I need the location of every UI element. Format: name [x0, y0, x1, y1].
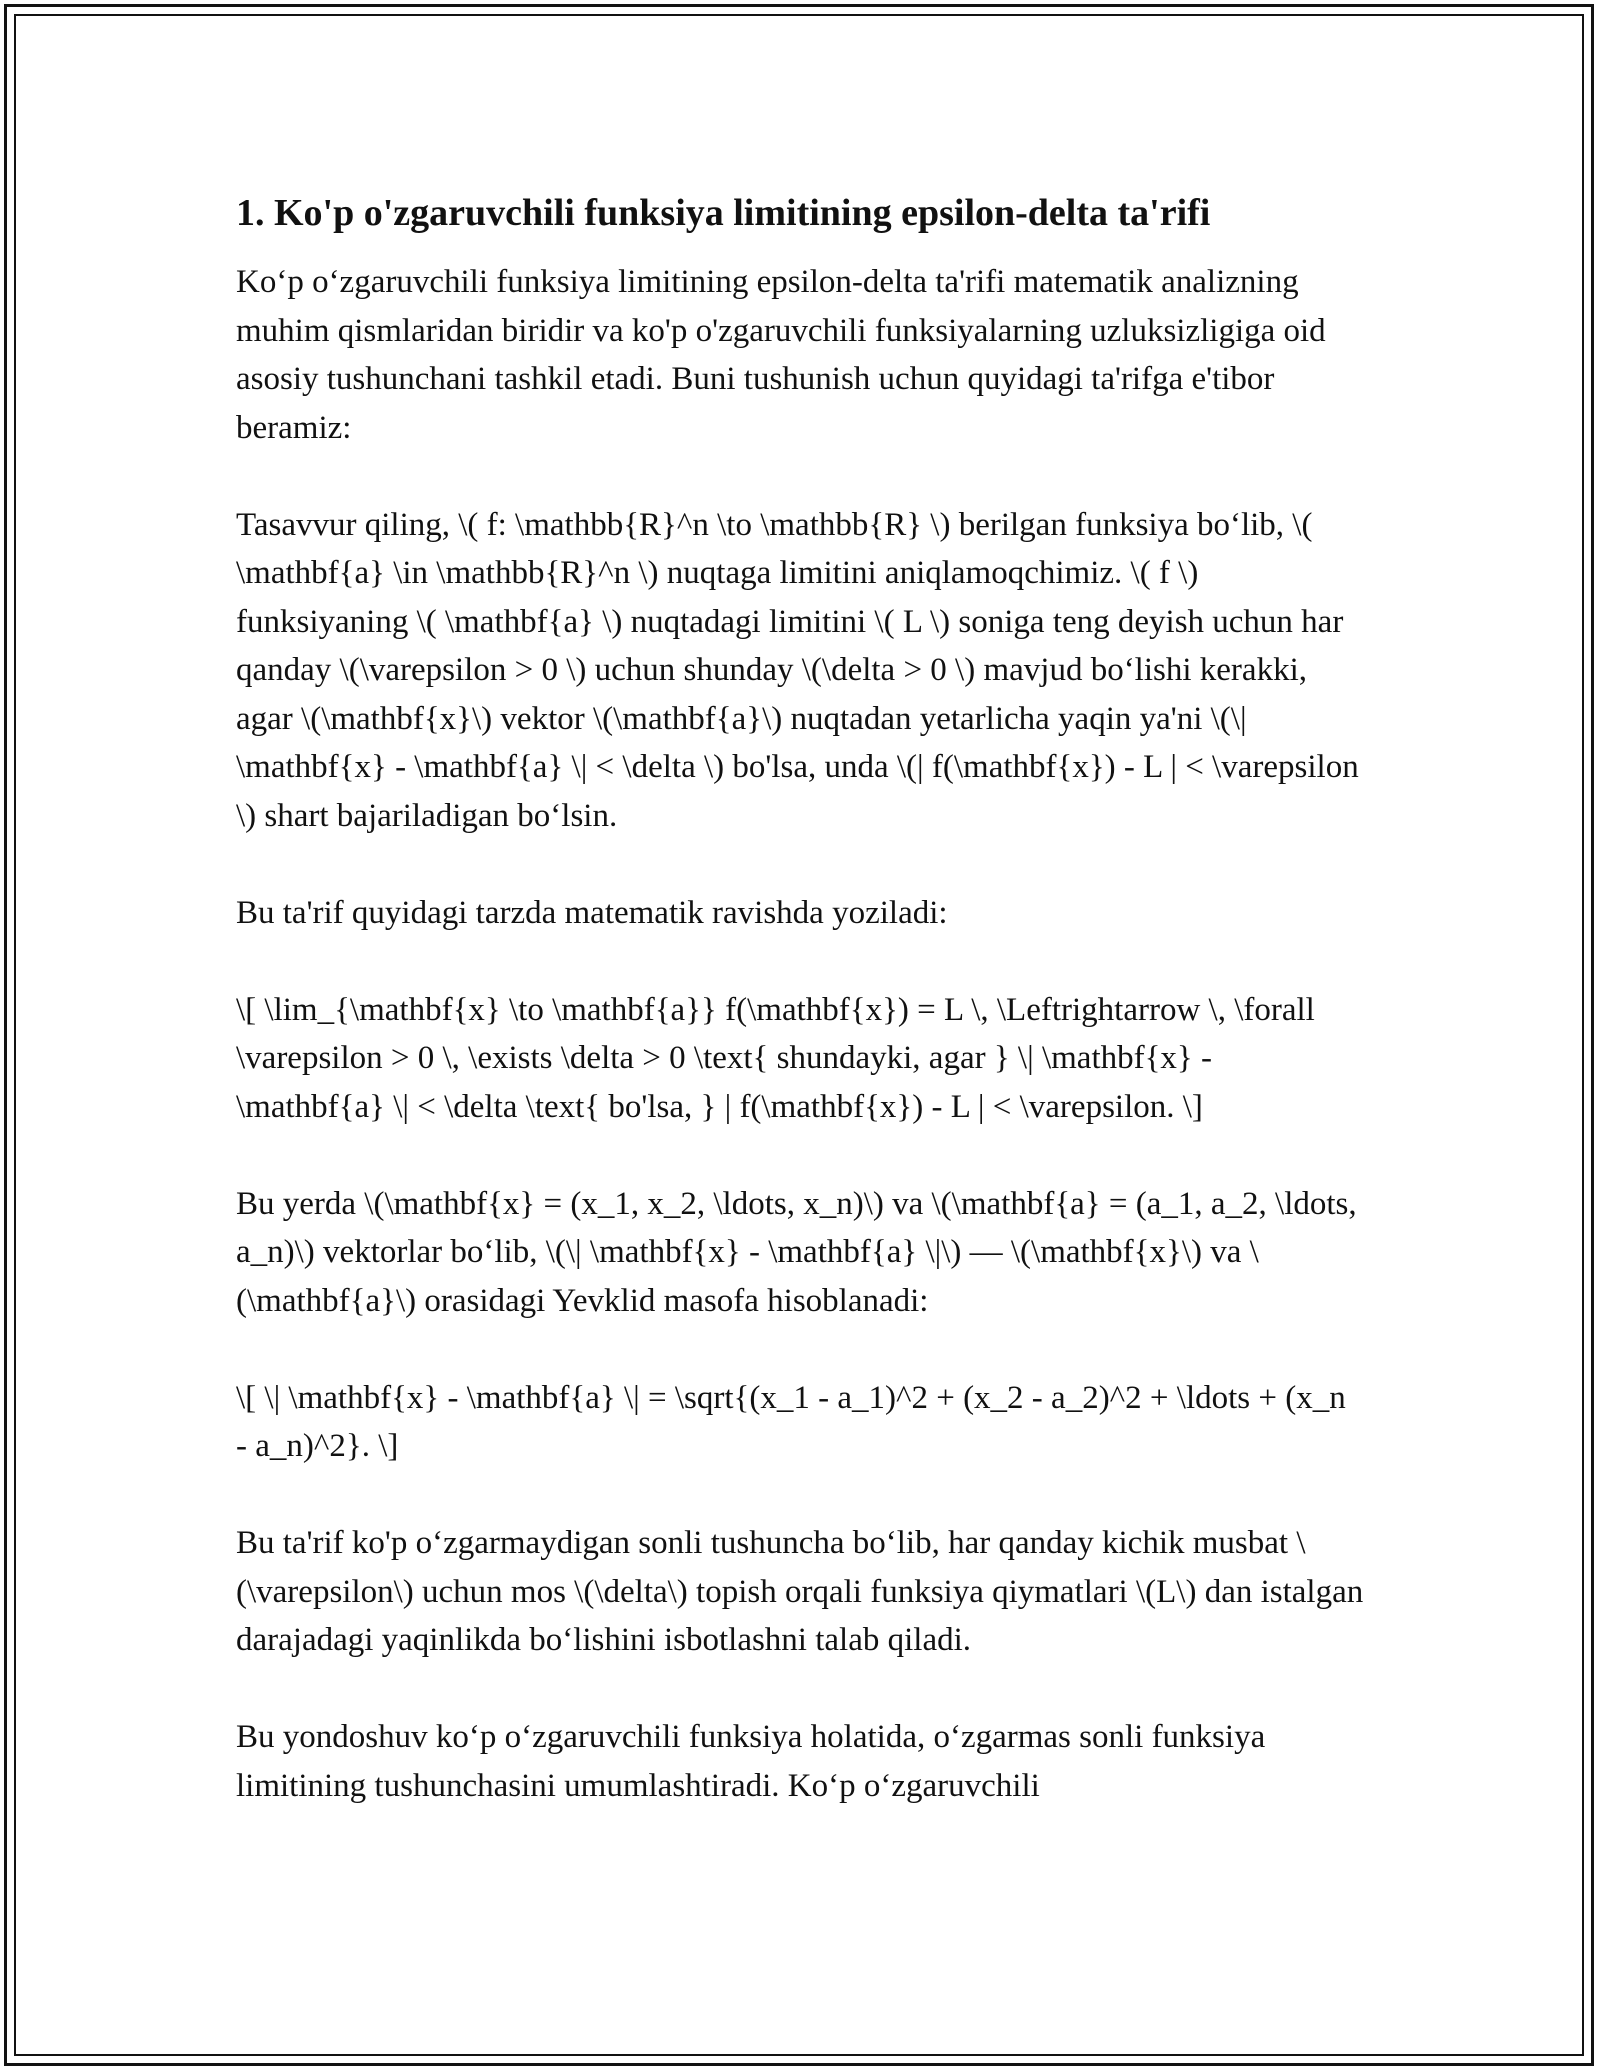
- paragraph-limit-formula: \[ \lim_{\mathbf{x} \to \mathbf{a}} f(\mathbf{x}) = L \, \Leftrightarrow \, \forall \varepsilon > 0 \, \exists \delta > 0 \text{ shundayki, agar } \| \mathbf{x} - \mathbf{a} \| < \delta \text{ bo'lsa, } | f(\mathbf{x}) - L | < \varepsilon. \]: [236, 991, 1315, 1125]
- paragraph-distance-formula: \[ \| \mathbf{x} - \mathbf{a} \| = \sqrt{(x_1 - a_1)^2 + (x_2 - a_2)^2 + \ldots + (x_n - a_n)^2}. \]: [236, 1379, 1346, 1464]
- paragraph-formal-intro: Bu ta'rif quyidagi tarzda matematik ravishda yoziladi:: [236, 894, 948, 931]
- paragraph-vectors: Bu yerda \(\mathbf{x} = (x_1, x_2, \ldots, x_n)\) va \(\mathbf{a} = (a_1, a_2, \ldots, a_n)\) vektorlar bo‘lib, \(\| \mathbf{x} - \mathbf{a} \|\) — \(\mathbf{x}\) va \(\mathbf{a}\) orasidagi Yevklid masofa hisoblanadi:: [236, 1185, 1357, 1319]
- paragraph-definition: Tasavvur qiling, \( f: \mathbb{R}^n \to \mathbb{R} \) berilgan funksiya bo‘lib, \( \mathbf{a} \in \mathbb{R}^n \) nuqtaga limitini aniqlamoqchimiz. \( f \) funksiyaning \( \mathbf{a} \) nuqtadagi limitini \( L \) soniga teng deyish uchun har qanday \(\varepsilon > 0 \) uchun shunday \(\delta > 0 \) mavjud bo‘lishi kerakki, agar \(\mathbf{x}\) vektor \(\mathbf{a}\) nuqtadan yetarlicha yaqin ya'ni \(\| \mathbf{x} - \mathbf{a} \| < \delta \) bo'lsa, unda \(| f(\mathbf{x}) - L | < \varepsilon \) shart bajariladigan bo‘lsin.: [236, 506, 1359, 834]
- paragraph-explanation: Bu ta'rif ko'p o‘zgarmaydigan sonli tushuncha bo‘lib, har qanday kichik musbat \(\varepsilon\) uchun mos \(\delta\) topish orqali funksiya qiymatlari \(L\) dan istalgan darajadagi yaqinlikda bo‘lishini isbotlashni talab qiladi.: [236, 1525, 1364, 1658]
- paragraph-intro: Ko‘p o‘zgaruvchili funksiya limitining epsilon-delta ta'rifi matematik analizning muhim qismlaridan biridir va ko'p o'zgaruvchili funksiyalarning uzluksizligiga oid asosiy tushunchani tashkil etadi. Buni tushunish uchun quyidagi ta'rifga e'tibor beramiz:: [236, 264, 1326, 446]
- section-heading: 1. Ko'p o'zgaruvchili funksiya limitining epsilon-delta ta'rifi: [236, 192, 1211, 234]
- paragraph-generalization: Bu yondoshuv ko‘p o‘zgaruvchili funksiya holatida, o‘zgarmas sonli funksiya limitining tushunchasini umumlashtiradi. Ko‘p o‘zgaruvchili: [236, 1719, 1266, 1804]
- document-body: [236, 188, 1364, 1859]
